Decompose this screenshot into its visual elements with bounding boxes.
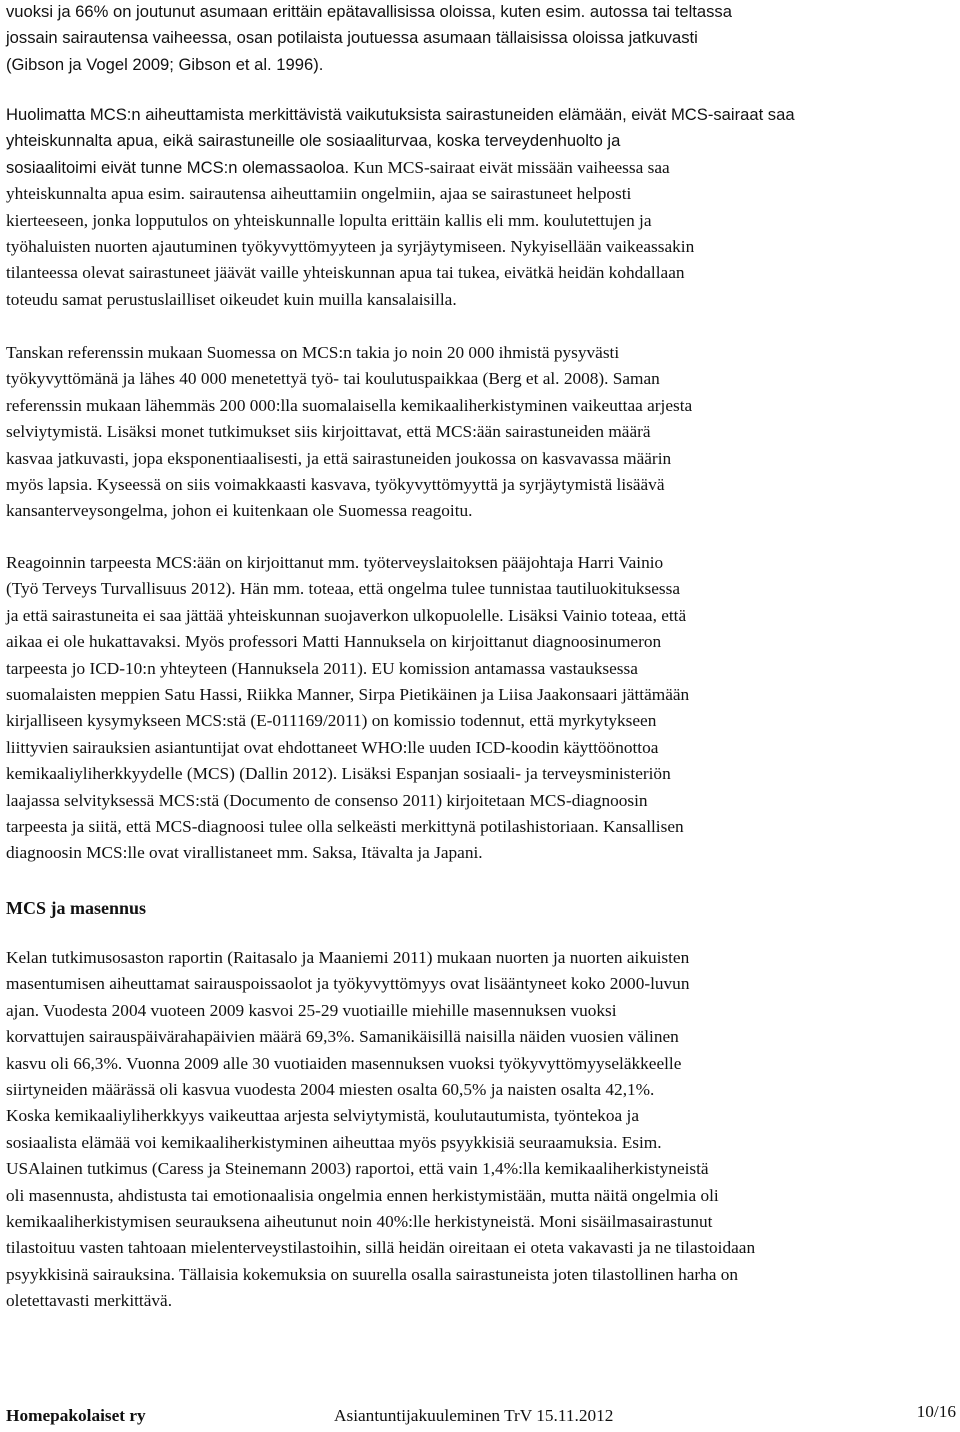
text-line: yhteiskunnalta apua, eikä sairastuneille ole sosiaaliturvaa, koska terveydenhuolto ja xyxy=(6,131,621,151)
footer-organization: Homepakolaiset ry xyxy=(6,1406,146,1425)
text-line: diagnoosin MCS:lle ovat virallistaneet mm. Saksa, Itävalta ja Japani. xyxy=(6,843,483,863)
text-line: psyykkisinä sairauksina. Tällaisia kokemuksia on suurella osalla sairastuneista joten tilastollinen harha on xyxy=(6,1264,739,1284)
page-footer xyxy=(6,1402,956,1432)
text-line xyxy=(6,181,795,207)
text-line: jossain sairautensa vaiheessa, osan potilaista joutuessa asumaan tällaisissa oloissa jatkuvasti xyxy=(6,28,698,48)
paragraph-social-support xyxy=(6,102,795,313)
footer-page-number: 10/16 xyxy=(916,1402,956,1421)
text-line: USAlainen tutkimus (Caress ja Steinemann 2003) raportoi, että vain 1,4%:lla kemikaaliherkistyneistä xyxy=(6,1159,709,1179)
paragraph-intro xyxy=(6,0,732,78)
text-line: tilanteessa olevat sairastuneet jäävät vaille yhteiskunnan apua tai tukea, eivätkä heidän kohdallaan xyxy=(6,263,685,283)
text-line: ja että sairastuneita ei saa jättää yhteiskunnan suojaverkon ulkopuolelle. Lisäksi Vainio toteaa, että xyxy=(6,605,687,625)
text-line: Huolimatta MCS:n aiheuttamista merkittävistä vaikutuksista sairastuneiden elämään, eivät MCS-sairaat saa xyxy=(6,105,795,124)
text-line: suomalaisten meppien Satu Hassi, Riikka Manner, Sirpa Pietikäinen ja Liisa Jaakonsaari jättämään xyxy=(6,685,690,705)
text-line: työkyvyttömänä ja lähes 40 000 menetettyä työ- tai koulutuspaikkaa (Berg et al. 2008). Saman xyxy=(6,369,660,389)
text-line: aikaa ei ole hukattavaksi. Myös professori Matti Hannuksela on kirjoittanut diagnoosinumeron xyxy=(6,632,662,652)
text-line: masentumisen aiheuttamat sairauspoissaolot ja työkyvyttömyys ovat lisääntyneet koko 2000-luvun xyxy=(6,974,690,994)
paragraph-reaction-need xyxy=(6,550,689,867)
text-line: siirtyneiden määrässä oli kasvua vuodesta 2004 miesten osalta 60,5% ja naisten osalta 42,1%. xyxy=(6,1080,655,1100)
text-line: kasvaa jatkuvasti, jopa eksponentiaalisesti, ja että sairastuneiden joukossa on kasvavassa määrin xyxy=(6,448,672,468)
text-line: kemikaaliherkistymisen seurauksena aiheutunut noin 40%:lle herkistyneistä. Moni sisäilmasairastunut xyxy=(6,1212,713,1232)
text-line: vuoksi ja 66% on joutunut asumaan erittäin epätavallisissa oloissa, kuten esim. autossa tai teltassa xyxy=(6,2,732,21)
text-line: Koska kemikaaliyliherkkyys vaikeuttaa arjesta selviytymistä, koulutautumista, työntekoa ja xyxy=(6,1106,640,1126)
text-line: tilastoituu vasten tahtoaan mielenterveystilastoihin, sillä heidän oireitaan ei oteta vakavasti ja ne tilastoidaan xyxy=(6,1238,756,1258)
text-line: tarpeesta ja siitä, että MCS-diagnoosi tulee olla selkeästi merkittynä potilashistoriaan. Kansallisen xyxy=(6,817,684,837)
text-segment: Kun MCS-sairaat eivät missään vaiheessa saa xyxy=(349,157,670,177)
text-line: kirjalliseen kysymykseen MCS:stä (E-011169/2011) on komissio todennut, että myrkytykseen xyxy=(6,711,657,731)
section-heading: MCS ja masennus xyxy=(6,898,147,918)
text-line: työhaluisten nuorten ajautuminen työkyvyttömyyteen ja syrjäytymiseen. Nykyisellään vaikeassakin xyxy=(6,237,695,257)
footer-event: Asiantuntijakuuleminen TrV 15.11.2012 xyxy=(334,1406,614,1425)
text-line: laajassa selvityksessä MCS:stä (Documento de consenso 2011) kirjoitetaan MCS-diagnoosin xyxy=(6,790,648,810)
text-line: kemikaaliyliherkkyydelle (MCS) (Dallin 2012). Lisäksi Espanjan sosiaali- ja terveysministeriön xyxy=(6,764,671,784)
text-line: sosiaalista elämää voi kemikaaliherkistyminen aiheuttaa myös psyykkisiä seuraamuksia. Esim. xyxy=(6,1132,662,1152)
text-segment: sairautensa aiheuttamiin ongelmiin, ajaa se sairastuneet helposti xyxy=(185,184,632,204)
text-line: (Työ Terveys Turvallisuus 2012). Hän mm. toteaa, että ongelma tulee tunnistaa tautiluokituksessa xyxy=(6,579,680,599)
paragraph-danish-reference xyxy=(6,340,692,525)
text-line xyxy=(6,155,795,181)
text-line: Tanskan referenssin mukaan Suomessa on MCS:n takia jo noin 20 000 ihmistä pysyvästi xyxy=(6,343,620,362)
text-line: ajan. Vuodesta 2004 vuoteen 2009 kasvoi 25-29 vuotiaille miehille masennuksen vuoksi xyxy=(6,1000,617,1020)
text-line: Kelan tutkimusosaston raportin (Raitasalo ja Maaniemi 2011) mukaan nuorten ja nuorten aikuisten xyxy=(6,948,690,967)
paragraph-depression xyxy=(6,945,755,1315)
text-line: liittyvien sairauksien asiantuntijat ovat ehdottaneet WHO:lle uuden ICD-koodin käyttöönottoa xyxy=(6,737,659,757)
text-line: referenssin mukaan lähemmäs 200 000:lla suomalaisella kemikaaliherkistyminen vaikeuttaa arjesta xyxy=(6,395,693,415)
text-line: (Gibson ja Vogel 2009; Gibson et al. 1996). xyxy=(6,54,324,74)
text-line: oletettavasti merkittävä. xyxy=(6,1291,173,1311)
text-line: oli masennusta, ahdistusta tai emotionaalisia ongelmia ennen herkistymistään, mutta näitä ongelmia oli xyxy=(6,1185,719,1205)
text-line: myös lapsia. Kyseessä on siis voimakkaasti kasvava, työkyvyttömyyttä ja syrjäytymistä lisäävä xyxy=(6,475,665,495)
text-line: Reagoinnin tarpeesta MCS:ään on kirjoittanut mm. työterveyslaitoksen pääjohtaja Harri Vainio xyxy=(6,553,664,572)
text-line: selviytymistä. Lisäksi monet tutkimukset siis kirjoittavat, että MCS:ään sairastuneiden määrä xyxy=(6,422,651,442)
text-segment: yhteiskunnalta apua esim. xyxy=(6,184,186,204)
text-line: kasvu oli 66,3%. Vuonna 2009 alle 30 vuotiaiden masennuksen vuoksi työkyvyttömyyseläkkeelle xyxy=(6,1053,682,1073)
text-segment: sosiaalitoimi eivät tunne MCS:n olemassaoloa. xyxy=(6,157,350,177)
text-line: toteudu samat perustuslailliset oikeudet kuin muilla kansalaisilla. xyxy=(6,289,457,309)
text-line: tarpeesta jo ICD-10:n yhteyteen (Hannuksela 2011). EU komission antamassa vastauksessa xyxy=(6,658,638,678)
text-line: korvattujen sairauspäivärahapäivien määrä 69,3%. Samanikäisillä naisilla näiden vuosien välinen xyxy=(6,1027,679,1047)
text-line: kansanterveysongelma, johon ei kuitenkaan ole Suomessa reagoitu. xyxy=(6,501,473,521)
text-line: kierteeseen, jonka lopputulos on yhteiskunnalle lopulta erittäin kallis eli mm. koulutettujen ja xyxy=(6,210,652,230)
